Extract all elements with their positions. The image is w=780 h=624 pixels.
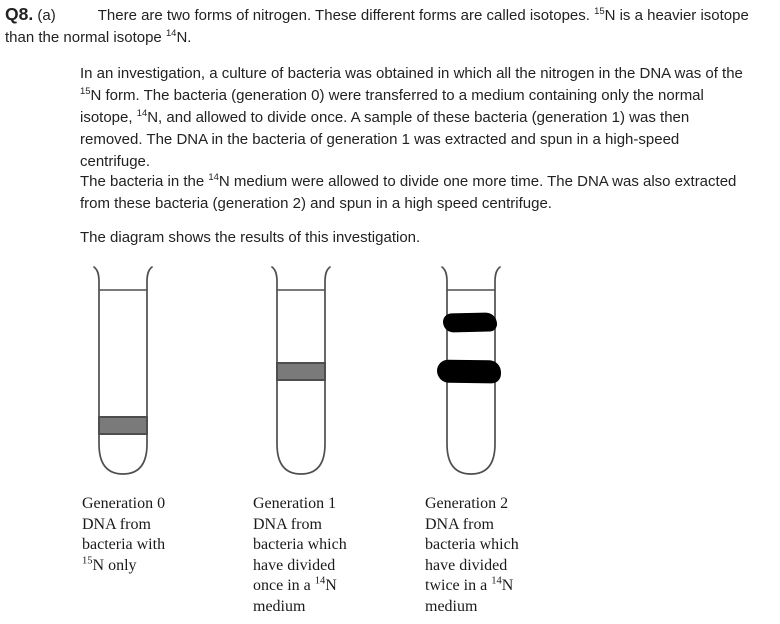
caption-generation-1: Generation 1 DNA from bacteria which have divided once in a $^{14}$N medium — [253, 495, 347, 615]
heavy-dna-band — [98, 416, 148, 435]
question-number: Q8. — [5, 4, 34, 24]
question-intro-paragraph — [5, 3, 777, 49]
marker-dna-band-upper — [443, 312, 497, 332]
marker-dna-band-lower — [437, 360, 501, 384]
test-tube-outline — [92, 266, 154, 476]
test-tube-generation-0 — [92, 266, 154, 476]
caption-generation-0: Generation 0 DNA from bacteria with $^{15}$N only — [82, 495, 166, 574]
paragraph-investigation: In an investigation, a culture of bacteria was obtained in which all the nitrogen in the DNA was of the $^{15}$N form. The bacteria (generation 0) were transferred to a medium containing only the normal isotope, $^{14}$N, and allowed to divide once. A sample of these bacteria (generation 1) was then removed. The DNA in the bacteria of generation 1 was extracted and spun in a high-speed centrifuge. — [80, 65, 743, 170]
hybrid-dna-band — [276, 362, 326, 381]
question-part-label: (a) — [37, 7, 56, 24]
tube-glass-outline — [94, 267, 152, 474]
test-tube-generation-2 — [440, 266, 502, 476]
paragraph-generation-2: The bacteria in the $^{14}$N medium were allowed to divide one more time. The DNA was also extracted from these bacteria (generation 2) and spun in a high speed centrifuge. — [80, 172, 737, 212]
caption-generation-2: Generation 2 DNA from bacteria which have divided twice in a $^{14}$N medium — [425, 495, 519, 615]
test-tube-generation-1 — [270, 266, 332, 476]
paragraph-diagram-lead-in: The diagram shows the results of this investigation. — [80, 229, 421, 246]
question-intro-text: There are two forms of nitrogen. These different forms are called isotopes. $^{15}$N is a heavier isotope than the normal isotope $^{14}$N. — [5, 6, 749, 46]
